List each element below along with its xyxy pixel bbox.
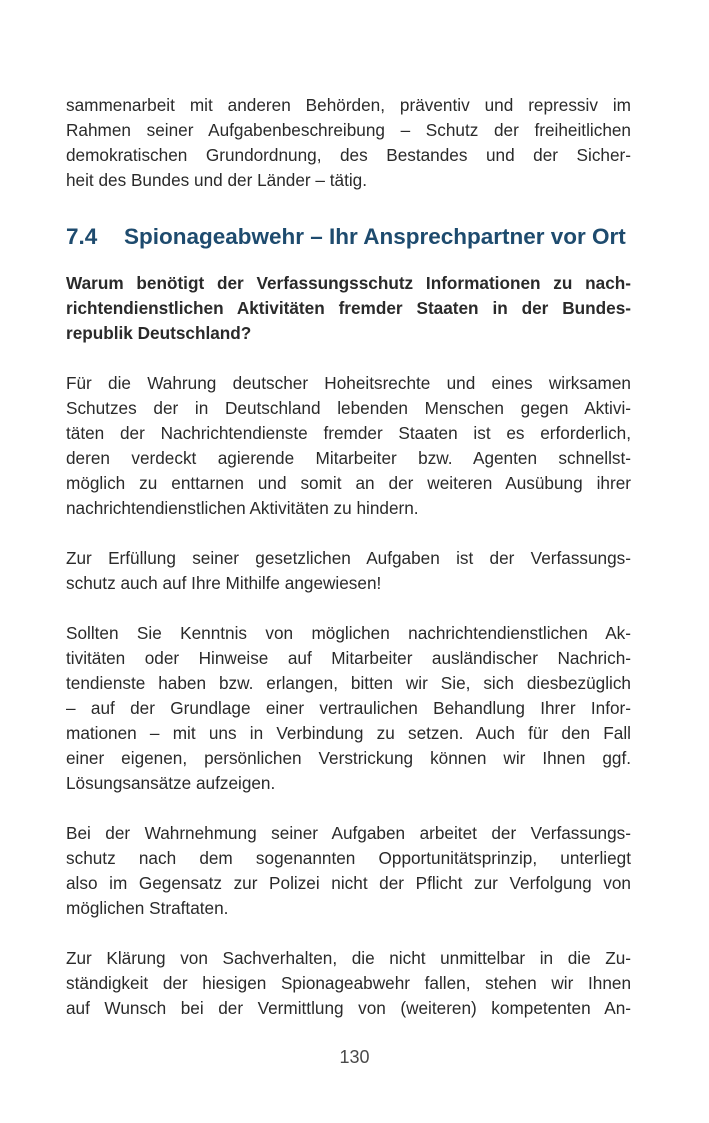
text-line: nachrichtendienstlichen Aktivitäten zu hindern. [66,498,419,518]
text-line: heit des Bundes und der Länder – tätig. [66,170,367,190]
text-line: Lösungsansätze aufzeigen. [66,773,276,793]
text-line: Zur Klärung von Sachverhalten, die nicht unmittelbar in die Zu- [66,948,631,968]
text-line: möglichen Straftaten. [66,898,229,918]
text-line: also im Gegensatz zur Polizei nicht der Pflicht zur Verfolgung von [66,873,631,893]
question-line: richtendienstlichen Aktivitäten fremder Staaten in der Bundes- [66,298,631,318]
text-line: schutz auch auf Ihre Mithilfe angewiesen! [66,573,382,593]
intro-paragraph [66,93,631,193]
text-line: tendienste haben bzw. erlangen, bitten wir Sie, sich diesbezüglich [66,673,631,693]
page-number: 130 [339,1047,370,1067]
text-line: mationen – mit uns in Verbindung zu setzen. Auch für den Fall [66,723,631,743]
text-line: einer eigenen, persönlichen Verstrickung können wir Ihnen ggf. [66,748,631,768]
text-line: Bei der Wahrnehmung seiner Aufgaben arbeitet der Verfassungs- [66,823,631,843]
text-line: täten der Nachrichtendienste fremder Staaten ist es erforderlich, [66,423,631,443]
section-question [66,271,631,346]
text-line: – auf der Grundlage einer vertraulichen Behandlung Ihrer Infor- [66,698,631,718]
paragraph-5 [66,946,631,1021]
paragraph-4 [66,821,631,921]
paragraph-1 [66,371,631,521]
section-number: 7.4 [66,224,98,249]
text-line: auf Wunsch bei der Vermittlung von (weiteren) kompetenten An- [66,998,631,1018]
paragraph-3 [66,621,631,796]
text-line: deren verdeckt agierende Mitarbeiter bzw. Agenten schnellst- [66,448,631,468]
text-line: Sollten Sie Kenntnis von möglichen nachrichtendienstlichen Ak- [66,623,631,643]
question-line: Warum benötigt der Verfassungsschutz Informationen zu nach- [66,273,631,293]
text-line: demokratischen Grundordnung, des Bestandes und der Sicher- [66,145,631,165]
text-line: Schutzes der in Deutschland lebenden Menschen gegen Aktivi- [66,398,631,418]
page-content [66,93,631,1021]
text-line: schutz nach dem sogenannten Opportunitätsprinzip, unterliegt [66,848,631,868]
section-heading [66,217,631,257]
text-line: ständigkeit der hiesigen Spionageabwehr fallen, stehen wir Ihnen [66,973,631,993]
section-title: Spionageabwehr – Ihr Ansprechpartner vor Ort [124,224,626,249]
text-line: Rahmen seiner Aufgabenbeschreibung – Schutz der freiheitlichen [66,120,631,140]
text-line: sammenarbeit mit anderen Behörden, präventiv und repressiv im [66,95,631,115]
text-line: tivitäten oder Hinweise auf Mitarbeiter ausländischer Nachrich- [66,648,631,668]
question-line: republik Deutschland? [66,323,252,343]
text-line: Zur Erfüllung seiner gesetzlichen Aufgaben ist der Verfassungs- [66,548,631,568]
text-line: möglich zu enttarnen und somit an der weiteren Ausübung ihrer [66,473,631,493]
paragraph-2 [66,546,631,596]
text-line: Für die Wahrung deutscher Hoheitsrechte und eines wirksamen [66,373,631,393]
